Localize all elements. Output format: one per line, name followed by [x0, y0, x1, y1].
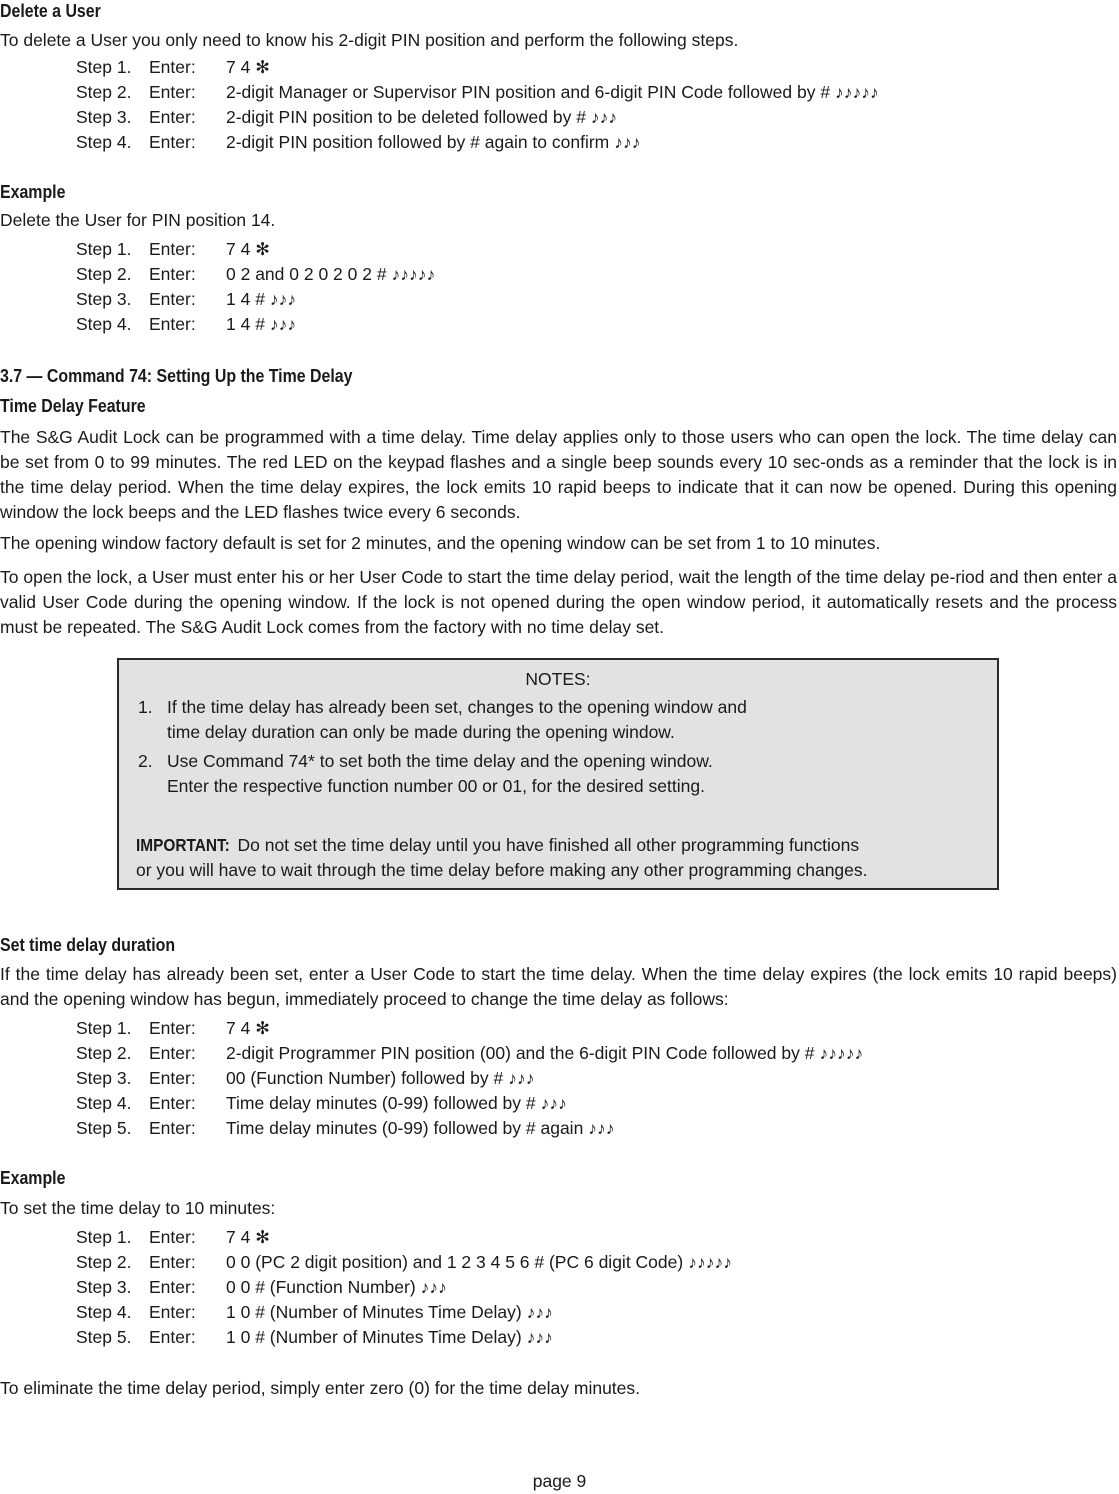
step-number: Step 2.: [76, 1043, 132, 1063]
time-delay-paragraph-3: To open the lock, a User must enter his or her User Code to start the time delay period, wait the length of the time delay pe-riod and then enter a valid User Code during the opening window. If the lock is not opened during the open window period, it automatically resets and the process must be repeated. The S&G Audit Lock comes from the factory with no time delay set.: [0, 567, 1117, 637]
step-value: Time delay minutes (0-99) followed by # ♪♪♪: [226, 1093, 567, 1113]
step-value: 2-digit Manager or Supervisor PIN position and 6-digit PIN Code followed by # ♪♪♪♪♪: [226, 82, 879, 102]
step-number: Step 1.: [76, 57, 132, 77]
step-number: Step 1.: [76, 1018, 132, 1038]
step-enter-label: Enter:: [149, 1018, 196, 1038]
subheading-time-delay-feature: Time Delay Feature: [0, 395, 146, 416]
example-intro: To set the time delay to 10 minutes:: [0, 1198, 276, 1218]
step-number: Step 5.: [76, 1327, 132, 1347]
step-number: Step 2.: [76, 1252, 132, 1272]
section-heading-delete-user: Delete a User: [0, 0, 101, 21]
step-value: 0 2 and 0 2 0 2 0 2 # ♪♪♪♪♪: [226, 264, 436, 284]
step-number: Step 1.: [76, 239, 132, 259]
step-value: 7 4 ✻: [226, 239, 270, 259]
note-number: 2.: [138, 751, 153, 771]
step-value: 7 4 ✻: [226, 57, 270, 77]
eliminate-delay-note: To eliminate the time delay period, simply enter zero (0) for the time delay minutes.: [0, 1378, 641, 1398]
note-2-line-2: Enter the respective function number 00 or 01, for the desired setting.: [167, 776, 705, 796]
important-line-2: or you will have to wait through the time delay before making any other programming changes.: [136, 860, 868, 880]
step-enter-label: Enter:: [149, 1043, 196, 1063]
step-enter-label: Enter:: [149, 1302, 196, 1322]
page-number: page 9: [532, 1471, 587, 1491]
step-enter-label: Enter:: [149, 1068, 196, 1088]
section-heading-command-74: 3.7 — Command 74: Setting Up the Time Delay: [0, 365, 353, 386]
step-enter-label: Enter:: [149, 239, 196, 259]
step-number: Step 3.: [76, 1068, 132, 1088]
step-value: 7 4 ✻: [226, 1227, 270, 1247]
important-text: Do not set the time delay until you have finished all other programming functions: [237, 835, 860, 855]
step-value: 1 0 # (Number of Minutes Time Delay) ♪♪♪: [226, 1302, 553, 1322]
step-enter-label: Enter:: [149, 1227, 196, 1247]
step-enter-label: Enter:: [149, 314, 196, 334]
step-number: Step 4.: [76, 1093, 132, 1113]
step-enter-label: Enter:: [149, 82, 196, 102]
note-1-line-2: time delay duration can only be made during the opening window.: [167, 722, 675, 742]
step-value: 1 4 # ♪♪♪: [226, 314, 297, 334]
example-heading: Example: [0, 1167, 66, 1188]
delete-user-intro: To delete a User you only need to know his 2-digit PIN position and perform the following steps.: [0, 30, 739, 50]
step-enter-label: Enter:: [149, 1118, 196, 1138]
step-enter-label: Enter:: [149, 1277, 196, 1297]
step-enter-label: Enter:: [149, 1327, 196, 1347]
step-value: 0 0 # (Function Number) ♪♪♪: [226, 1277, 447, 1297]
step-enter-label: Enter:: [149, 264, 196, 284]
step-number: Step 5.: [76, 1118, 132, 1138]
step-number: Step 2.: [76, 82, 132, 102]
step-enter-label: Enter:: [149, 289, 196, 309]
step-value: 1 4 # ♪♪♪: [226, 289, 297, 309]
example-heading: Example: [0, 181, 66, 202]
step-number: Step 4.: [76, 1302, 132, 1322]
time-delay-paragraph-1: The S&G Audit Lock can be programmed with a time delay. Time delay applies only to those users who can open the lock. The time delay can be set from 0 to 99 minutes. The red LED on the keypad flashes and a single beep sounds every 10 sec-onds as a reminder that the lock is in the time delay period. When the time delay expires, the lock emits 10 rapid beeps to indicate that it can now be opened. During this opening window the lock beeps and the LED flashes twice every 6 seconds.: [0, 427, 1117, 522]
step-enter-label: Enter:: [149, 57, 196, 77]
note-2-line-1: Use Command 74* to set both the time delay and the opening window.: [167, 751, 713, 771]
step-value: 2-digit Programmer PIN position (00) and the 6-digit PIN Code followed by # ♪♪♪♪♪: [226, 1043, 864, 1063]
step-enter-label: Enter:: [149, 132, 196, 152]
step-number: Step 2.: [76, 264, 132, 284]
step-number: Step 3.: [76, 107, 132, 127]
step-value: 7 4 ✻: [226, 1018, 270, 1038]
step-value: 0 0 (PC 2 digit position) and 1 2 3 4 5 6 # (PC 6 digit Code) ♪♪♪♪♪: [226, 1252, 732, 1272]
step-value: 1 0 # (Number of Minutes Time Delay) ♪♪♪: [226, 1327, 553, 1347]
step-enter-label: Enter:: [149, 1093, 196, 1113]
step-value: 00 (Function Number) followed by # ♪♪♪: [226, 1068, 535, 1088]
note-1-line-1: If the time delay has already been set, changes to the opening window and: [167, 697, 747, 717]
step-value: Time delay minutes (0-99) followed by # again ♪♪♪: [226, 1118, 615, 1138]
step-enter-label: Enter:: [149, 107, 196, 127]
important-label: IMPORTANT:: [136, 835, 230, 855]
step-number: Step 4.: [76, 314, 132, 334]
step-number: Step 3.: [76, 289, 132, 309]
example-intro: Delete the User for PIN position 14.: [0, 210, 276, 230]
step-value: 2-digit PIN position followed by # again to confirm ♪♪♪: [226, 132, 641, 152]
step-number: Step 3.: [76, 1277, 132, 1297]
important-line-1: [136, 833, 859, 858]
notes-title: NOTES:: [525, 669, 591, 689]
note-number: 1.: [138, 697, 153, 717]
time-delay-paragraph-2: The opening window factory default is set for 2 minutes, and the opening window can be set from 1 to 10 minutes.: [0, 533, 881, 553]
section-heading-set-duration: Set time delay duration: [0, 934, 176, 955]
notes-box: [117, 658, 999, 890]
step-number: Step 1.: [76, 1227, 132, 1247]
step-enter-label: Enter:: [149, 1252, 196, 1272]
step-number: Step 4.: [76, 132, 132, 152]
set-duration-intro: If the time delay has already been set, enter a User Code to start the time delay. When the time delay expires (the lock emits 10 rapid beeps) and the opening window has begun, immediately proceed to change the time delay as follows:: [0, 964, 1117, 1009]
step-value: 2-digit PIN position to be deleted followed by # ♪♪♪: [226, 107, 618, 127]
